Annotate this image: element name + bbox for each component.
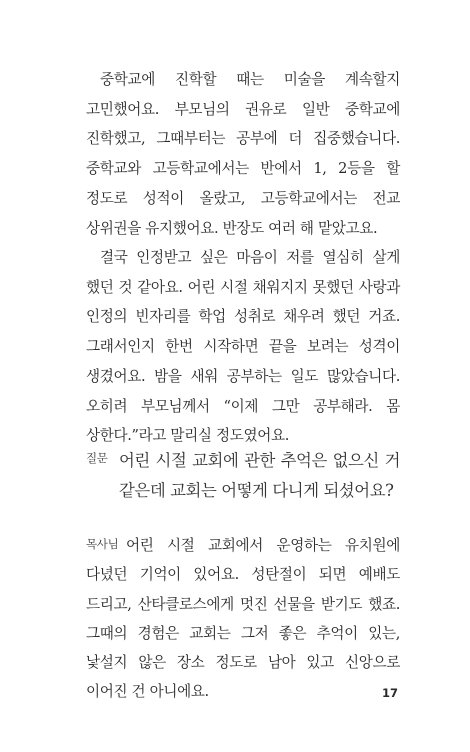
paragraph-text: 결국 인정받고 싶은 마음이 저를 열심히 살게 했던 것 같아요. 어린 시절 채워지지 못했던 사랑과 인정의 빈자리를 학업 성취로 채우려 했던 거죠. 그래서인지 한번 시작하면 끝을 보려는 성격이 생겼어요. 밤을 새워 공부하는 일도 많았습니다. 오히려 부모님께서 “이제 그만 공부해라. 몸 상한다.”라고 말리실 정도였어요. xyxy=(86,249,400,445)
answer-text: 어린 시절 교회에서 운영하는 유치원에 다녔던 기억이 있어요. 성탄절이 되면 예배도 드리고, 산타클로스에게 멋진 선물을 받기도 했죠. 그때의 경험은 교회는 그저 좋은 추억이 있는, 낯설지 않은 장소 정도로 남아 있고 신앙으로 이어진 건 아니에요. xyxy=(86,537,400,701)
answer-paragraph xyxy=(86,531,400,707)
question-label: 질문 xyxy=(86,451,108,465)
paragraph-text: 중학교에 진학할 때는 미술을 계속할지 고민했어요. 부모님의 권유로 일반 중학교에 진학했고, 그때부터는 공부에 더 집중했습니다. 중학교와 고등학교에서는 반에서 1, 2등을 할 정도로 성적이 올랐고, 고등학교에서는 전교 상위권을 유지했어요. 반장도 여러 해 맡았고요. xyxy=(86,71,400,237)
interview-answer xyxy=(86,531,400,707)
answer-label: 목사님 xyxy=(86,537,119,551)
body-paragraph-1 xyxy=(86,65,400,243)
question-text: 어린 시절 교회에 관한 추억은 없으신 거 같은데 교회는 어떻게 다니게 되셨어요? xyxy=(119,451,400,500)
body-paragraph-2 xyxy=(86,243,400,451)
interview-question xyxy=(86,446,400,506)
page-number: 17 xyxy=(381,686,398,700)
